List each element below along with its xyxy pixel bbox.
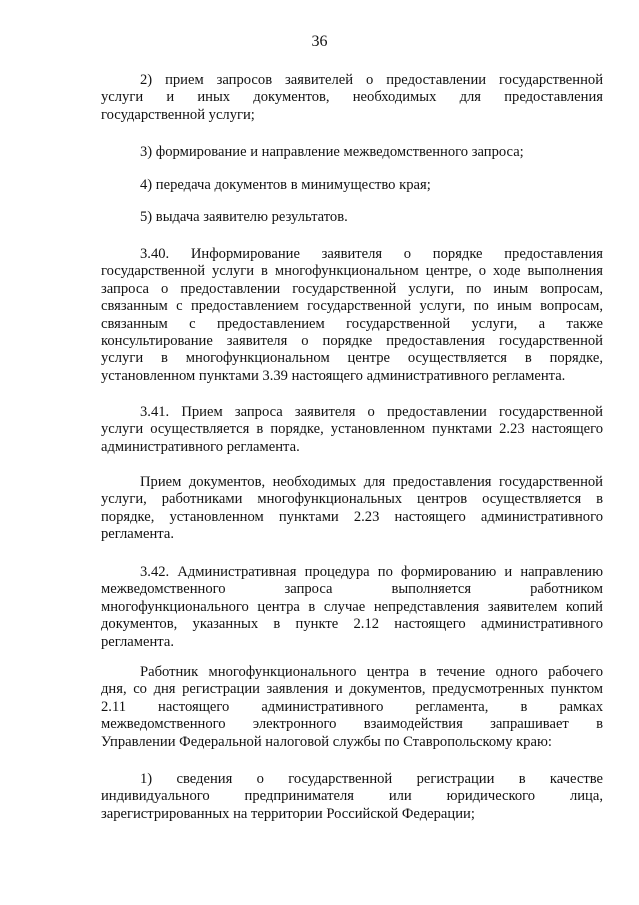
paragraph-item-4	[101, 177, 603, 194]
text-line: 3.41. Прием запроса заявителя о предоставлении государственной	[140, 404, 603, 420]
text-line: государственной услуги в многофункциональном центре, о ходе выполнения	[101, 263, 603, 280]
text-line: межведомственного запроса выполняется работником	[101, 581, 603, 598]
text-line: 3.40. Информирование заявителя о порядке предоставления	[140, 246, 603, 262]
text-line: связанным с предоставлением государственной услуги, по иным вопросам,	[101, 298, 603, 315]
paragraph-3-41	[101, 404, 603, 456]
text-line: связанным с предоставлением государственной услуги, а также	[101, 315, 603, 332]
text-line: государственной услуги;	[101, 106, 255, 123]
text-line: регламента.	[101, 633, 174, 650]
text-line: порядке, установленном пунктами 2.23 настоящего административного	[101, 508, 603, 525]
text-line: 4) передача документов в минимущество края;	[140, 177, 431, 193]
text-line: 2) прием запросов заявителей о предоставлении государственной	[140, 72, 603, 88]
text-line: индивидуального предпринимателя или юридического лица,	[101, 788, 603, 805]
text-line: Прием документов, необходимых для предоставления государственной	[140, 474, 603, 490]
text-line: многофункционального центра в случае непредставления заявителем копий	[101, 598, 603, 615]
text-line: документов, указанных в пункте 2.12 настоящего административного	[101, 616, 603, 633]
text-line: запроса о предоставлении государственной услуги, по иным вопросам,	[101, 280, 603, 297]
text-line: 1) сведения о государственной регистрации в качестве	[140, 771, 603, 787]
text-line: услуги осуществляется в порядке, установленном пунктами 2.23 настоящего	[101, 421, 603, 438]
paragraph-mfc-worker	[101, 664, 603, 751]
text-line: услуги в многофункциональном центре осуществляется в порядке,	[101, 350, 603, 367]
page-number: 36	[311, 33, 328, 50]
text-line: дня, со дня регистрации заявления и документов, предусмотренных пунктом	[101, 681, 603, 698]
text-line: установленном пунктами 3.39 настоящего административного регламента.	[101, 367, 566, 384]
text-line: зарегистрированных на территории Российской Федерации;	[101, 805, 475, 822]
paragraph-3-40	[101, 246, 603, 385]
text-line: услуги и иных документов, необходимых для предоставления	[101, 89, 603, 106]
text-line: консультирование заявителя о порядке предоставления государственной	[101, 332, 603, 349]
paragraph-item-1-registration	[101, 771, 603, 823]
text-line: услуги, работниками многофункциональных центров осуществляется в	[101, 491, 603, 508]
paragraph-item-3	[101, 144, 603, 161]
text-line: Управлении Федеральной налоговой службы по Ставропольскому краю:	[101, 733, 552, 750]
paragraph-item-5	[101, 209, 603, 226]
text-line: межведомственного электронного взаимодействия запрашивает в	[101, 716, 603, 733]
text-line: Работник многофункционального центра в течение одного рабочего	[140, 664, 603, 680]
text-line: 3) формирование и направление межведомственного запроса;	[140, 144, 524, 160]
text-line: 5) выдача заявителю результатов.	[140, 209, 348, 225]
text-line: 3.42. Административная процедура по формированию и направлению	[140, 564, 603, 580]
paragraph-3-42	[101, 564, 603, 651]
text-line: регламента.	[101, 526, 174, 543]
paragraph-item-2	[101, 72, 603, 124]
paragraph-document-intake	[101, 474, 603, 544]
text-line: 2.11 настоящего административного регламента, в рамках	[101, 698, 603, 715]
text-line: административного регламента.	[101, 438, 300, 455]
